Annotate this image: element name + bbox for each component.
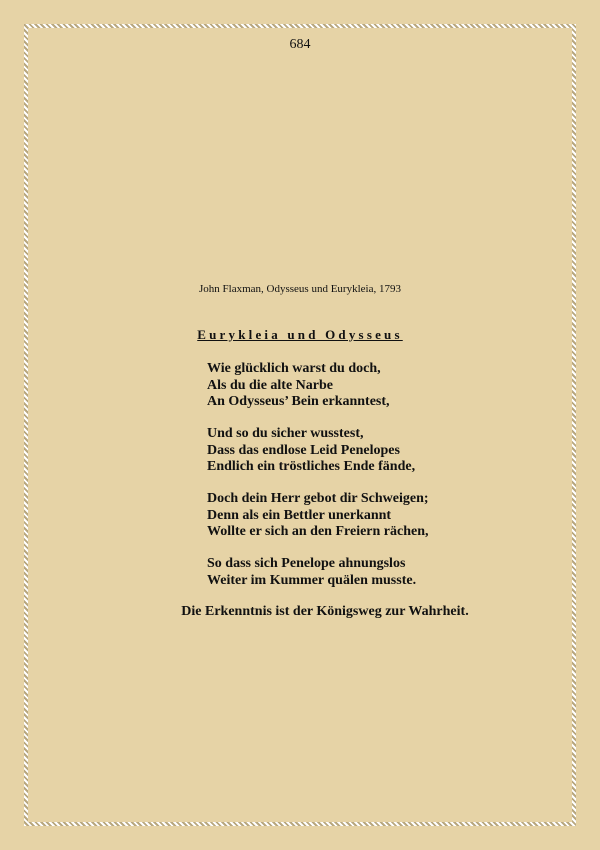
poem-line: Doch dein Herr gebot dir Schweigen; (207, 491, 429, 506)
poem-line: Weiter im Kummer quälen musste. (207, 572, 417, 588)
poem-line: Und so du sicher wusstest, (207, 426, 364, 441)
stanza (207, 491, 429, 541)
poem-line: Denn als ein Bettler unerkannt (207, 507, 392, 523)
poem-line: So dass sich Penelope ahnungslos (207, 556, 406, 571)
poem-line: Endlich ein tröstliches Ende fände, (207, 459, 416, 474)
poem-line: Wollte er sich an den Freiern rächen, (207, 524, 429, 539)
page-number: 684 (289, 37, 311, 52)
stanza (207, 426, 429, 476)
stanza (207, 556, 429, 589)
poem-line: Dass das endlose Leid Penelopes (207, 442, 400, 458)
stanza (207, 361, 429, 411)
poem-body (207, 361, 429, 605)
closing-line: Die Erkenntnis ist der Königsweg zur Wahrheit. (181, 604, 469, 619)
poem-line: An Odysseus’ Bein erkanntest, (207, 394, 390, 409)
poem-title: Eurykleia und Odysseus (197, 327, 403, 342)
image-caption: John Flaxman, Odysseus und Eurykleia, 1793 (199, 283, 401, 295)
poem-line: Als du die alte Narbe (207, 377, 333, 393)
poem-line: Wie glücklich warst du doch, (207, 361, 381, 376)
